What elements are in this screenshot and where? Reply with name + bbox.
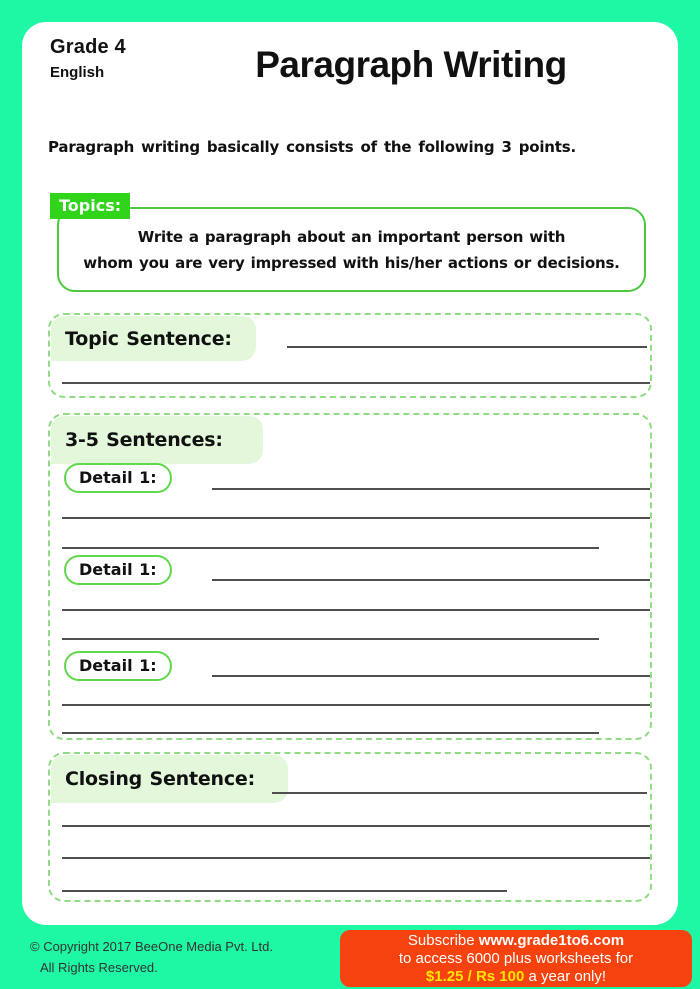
closing-label-highlight [51,755,288,803]
topic-sentence-label: Topic Sentence: [65,327,232,350]
grade-block [50,36,126,81]
writing-line [62,704,650,706]
subscribe-site-link[interactable]: www.grade1to6.com [478,932,625,949]
writing-line [62,890,507,892]
subscribe-line-2: to access 6000 plus worksheets for [398,950,634,967]
sentences-label-highlight [51,416,263,464]
closing-sentence-section [48,752,652,902]
writing-line [212,488,650,490]
topic-sentence-section [48,313,652,398]
intro-text: Paragraph writing basically consists of the following 3 points. [48,138,576,156]
topics-box [57,207,646,292]
writing-line [212,579,650,581]
sentences-label: 3-5 Sentences: [65,429,223,451]
subject-label: English [50,64,105,81]
subscribe-banner[interactable] [340,930,692,987]
copyright-notice [30,936,273,978]
writing-line [62,609,650,611]
topic-prompt-line-2: whom you are very impressed with his/her actions or decisions. [83,254,620,272]
writing-line [62,547,599,549]
sentences-section [48,413,652,740]
copyright-line-1: © Copyright 2017 BeeOne Media Pvt. Ltd. [30,939,273,954]
writing-line [212,675,650,677]
page-title: Paragraph Writing [255,44,567,85]
price-suffix: a year only! [528,968,607,985]
subscribe-line-3 [340,968,692,986]
price-text: $1.25 / Rs 100 [425,968,525,985]
detail-pill: Detail 1: [64,463,172,493]
subscribe-line-1 [340,932,692,950]
writing-line [62,517,650,519]
topic-prompt-line-1: Write a paragraph about an important person with [137,228,566,246]
writing-line [62,825,650,827]
writing-line [62,857,650,859]
worksheet-page [22,22,678,925]
subscribe-prefix: Subscribe [407,932,475,949]
writing-line [287,346,647,348]
closing-sentence-label: Closing Sentence: [65,768,256,790]
topics-badge: Topics: [50,193,130,219]
topic-sentence-label-highlight [51,316,256,361]
writing-line [62,382,650,384]
detail-pill: Detail 1: [64,651,172,681]
grade-label: Grade 4 [50,36,126,58]
writing-line [272,792,647,794]
writing-line [62,638,599,640]
detail-pill: Detail 1: [64,555,172,585]
copyright-line-2: All Rights Reserved. [40,960,158,975]
writing-line [62,732,599,734]
